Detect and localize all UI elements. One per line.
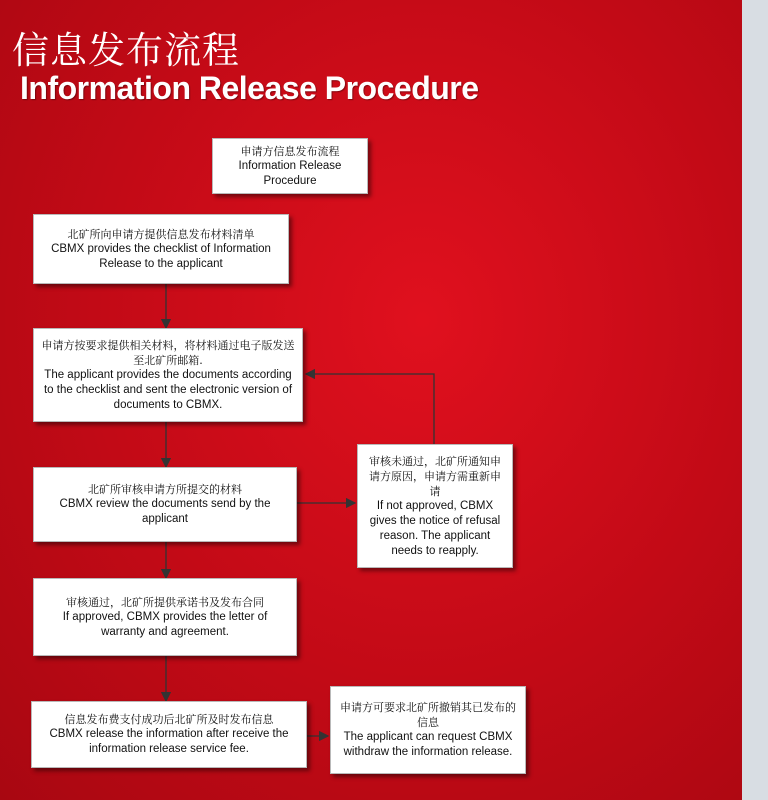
review-box-cn: 北矿所审核申请方所提交的材料: [88, 483, 242, 496]
release-box-cn: 信息发布费支付成功后北矿所及时发布信息: [64, 713, 274, 726]
approved-box-cn: 审核通过，北矿所提供承诺书及发布合同: [66, 595, 264, 609]
start-box-en: Information Release Procedure: [238, 159, 342, 187]
withdraw-box: [330, 686, 526, 774]
rejected-box: [357, 444, 513, 568]
approved-box: [33, 578, 297, 656]
review-box: [33, 467, 297, 542]
start-box: [212, 138, 368, 194]
checklist-box-cn: 北矿所向申请方提供信息发布材料清单: [67, 227, 255, 241]
start-box-cn: 申请方信息发布流程: [240, 144, 340, 158]
withdraw-box-en: The applicant can request CBMX withdraw the information release.: [343, 731, 513, 758]
rejected-box-cn: 审核未通过，北矿所通知申请方原因，申请方需重新申请: [369, 454, 501, 498]
submit-box-cn: 申请方按要求提供相关材料，将材料通过电子版发送至北矿所邮箱.: [41, 338, 295, 367]
review-box-en: CBMX review the documents send by the applicant: [59, 498, 271, 525]
checklist-box-en: CBMX provides the checklist of Information Release to the applicant: [51, 242, 271, 270]
submit-box: [33, 328, 303, 422]
rejected-box-en: If not approved, CBMX gives the notice of refusal reason. The applicant needs to reapply.: [369, 499, 501, 557]
withdraw-box-cn: 申请方可要求北矿所撤销其已发布的信息: [340, 701, 516, 729]
page-title-english: Information Release Procedure: [20, 70, 479, 106]
connector-rejected-to-submit: [306, 374, 434, 444]
approved-box-en: If approved, CBMX provides the letter of warranty and agreement.: [62, 610, 268, 638]
release-box: [31, 701, 307, 768]
page-title-chinese: 信息发布流程: [12, 29, 240, 72]
checklist-box: [33, 214, 289, 284]
submit-box-en: The applicant provides the documents according to the checklist and sent the electronic version of documents to CBMX.: [43, 368, 293, 411]
release-box-en: CBMX release the information after receive the information release service fee.: [49, 728, 289, 755]
